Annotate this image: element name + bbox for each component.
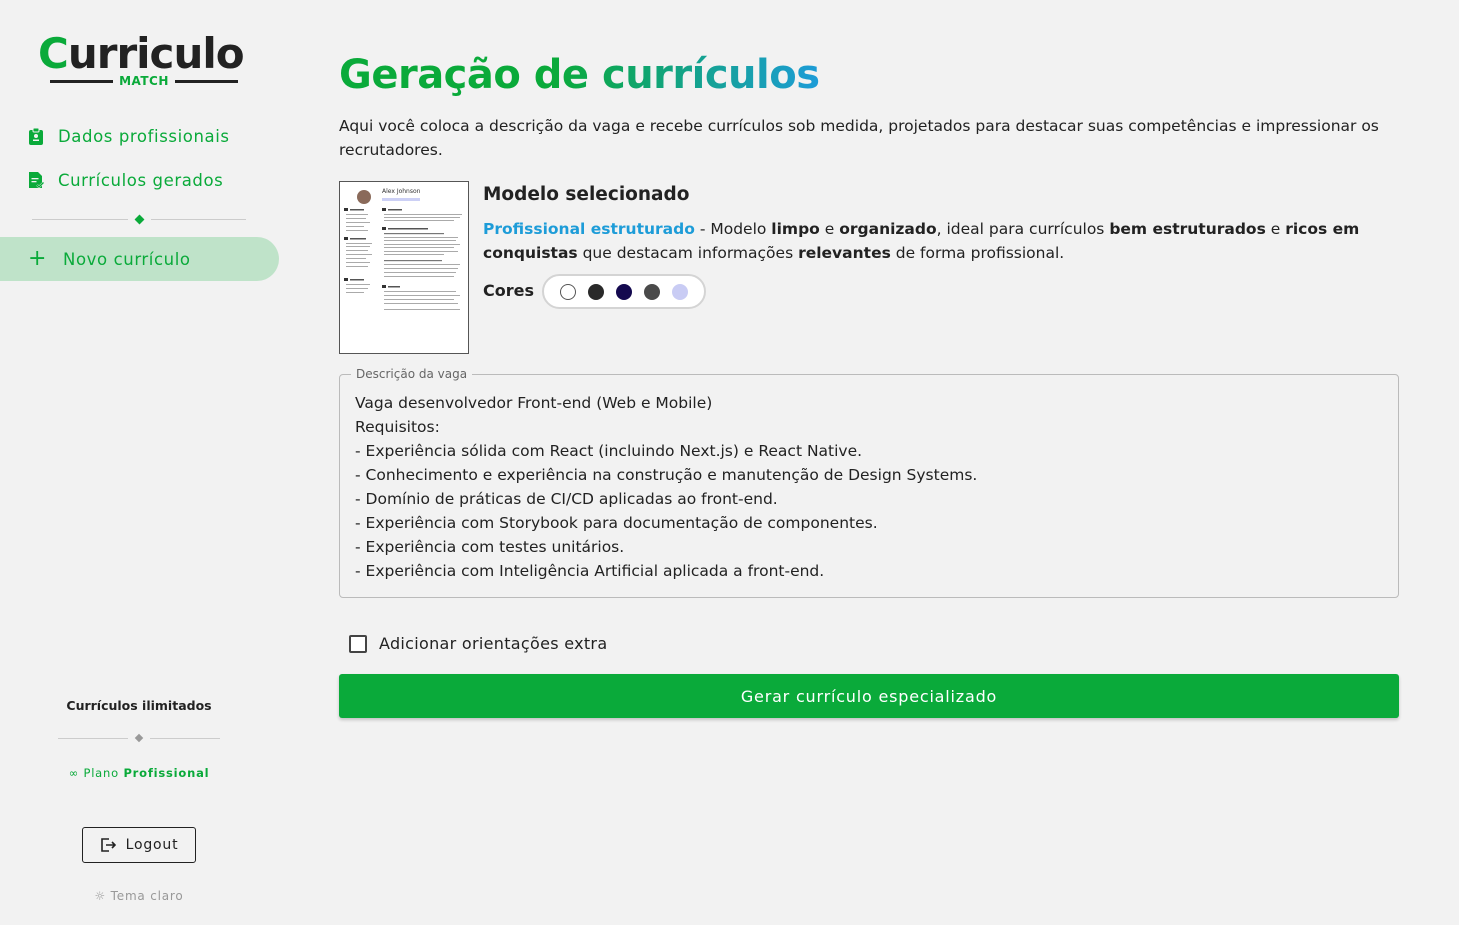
main-content [339,0,1399,925]
color-swatch-navy[interactable] [616,284,632,300]
sidebar-item-label: Dados profissionais [58,126,230,146]
color-swatch-white[interactable] [560,284,576,300]
plan-divider [58,733,220,743]
thumbnail-name: Alex Johnson [382,188,421,195]
job-description-text[interactable]: Vaga desenvolvedor Front-end (Web e Mobile) Requisitos: - Experiência sólida com React (incluindo Next.js) e React Native. - Conhecimento e experiência na construção e manutenção de Design Systems. - Domínio de práticas de CI/CD aplicadas ao front-end. - Experiência com Storybook para documentação de componentes. - Experiência com testes unitários. - Experiência com Inteligência Artificial aplicada a front-end. [355,394,978,580]
template-thumbnail[interactable] [339,181,469,354]
page-description: Aqui você coloca a descrição da vaga e recebe currículos sob medida, projetados para destacar suas competências e impressionar os recrutadores. [339,117,1379,159]
extra-guidance-row[interactable] [349,634,607,653]
color-swatch-dark-gray[interactable] [588,284,604,300]
color-swatch-lavender[interactable] [672,284,688,300]
model-description: Profissional estruturado - Modelo limpo e organizado, ideal para currículos bem estruturados e ricos em conquistas que destacam informações relevantes de forma profissional. [483,220,1360,262]
page-title: Geração de currículos [339,52,820,98]
sidebar-item-curriculos-gerados[interactable] [28,165,223,195]
logo[interactable]: Curriculo MATCH [38,29,244,88]
colors-label: Cores [483,281,534,300]
logout-icon [100,837,116,853]
theme-label: Tema claro [110,889,184,903]
sidebar-divider [32,214,246,224]
infinity-icon: ∞ [68,766,79,780]
plus-icon: + [28,246,48,271]
sun-icon: ☼ [94,889,107,903]
plan-prefix: Plano [83,766,119,780]
logout-label: Logout [125,837,179,853]
model-name: Profissional estruturado [483,220,695,238]
clipboard-icon [28,127,44,145]
color-swatch-gray[interactable] [644,284,660,300]
plan-name: Profissional [123,766,210,780]
model-heading: Modelo selecionado [483,184,690,205]
logo-subtitle: MATCH [119,74,169,88]
plan-badge [0,766,278,780]
document-check-icon [28,171,44,189]
plan-title: Currículos ilimitados [66,698,212,713]
generate-resume-button[interactable]: Gerar currículo especializado [339,674,1399,718]
sidebar-item-label: Novo currículo [63,249,191,269]
theme-toggle[interactable] [0,889,278,903]
sidebar-item-novo-curriculo[interactable] [0,237,279,281]
job-description-field[interactable] [339,367,1399,598]
logout-button[interactable] [82,827,196,863]
extra-guidance-checkbox[interactable] [349,635,367,653]
job-description-label: Descrição da vaga [351,367,472,381]
sidebar [0,0,280,925]
sidebar-item-dados-profissionais[interactable] [28,121,230,151]
sidebar-item-label: Currículos gerados [58,170,224,190]
color-picker [542,274,706,309]
extra-guidance-label: Adicionar orientações extra [379,634,608,653]
resume-preview-image [340,182,469,354]
